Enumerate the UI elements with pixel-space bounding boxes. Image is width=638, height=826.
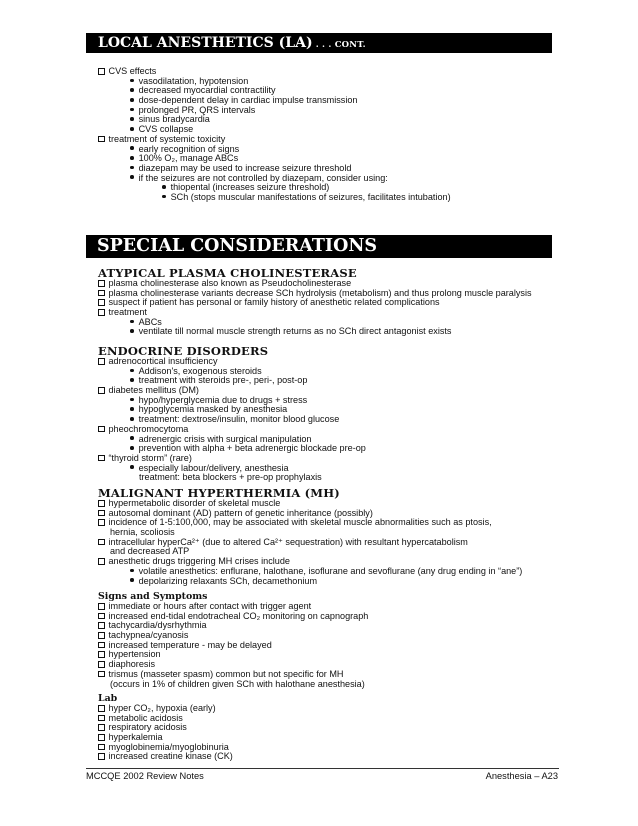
signs-list — [98, 602, 558, 689]
signs-symptoms-section — [98, 592, 558, 689]
bullet-item-continuation — [98, 473, 558, 483]
checkbox-icon — [98, 603, 105, 610]
checkbox-icon — [98, 500, 105, 507]
item-text: diazepam may be used to increase seizure threshold — [138, 162, 352, 173]
checkbox-icon — [98, 68, 105, 75]
bullet-icon — [162, 195, 166, 199]
item-text: hypoglycemia masked by anesthesia — [138, 404, 288, 415]
checkbox-icon — [98, 724, 105, 731]
lab-section — [98, 694, 558, 762]
item-text: treatment: beta blockers + pre-op prophylaxis — [139, 472, 322, 483]
bullet-icon — [130, 127, 134, 131]
item-text: 100% O₂, manage ABCs — [138, 153, 239, 164]
checkbox-icon — [98, 358, 105, 365]
item-text: tachypnea/cyanosis — [108, 630, 189, 641]
checkbox-item — [98, 723, 558, 733]
bullet-icon — [130, 117, 134, 121]
footer-left: MCCQE 2002 Review Notes — [86, 771, 204, 781]
item-text: vasodilatation, hypotension — [138, 75, 249, 86]
item-text: trismus (masseter spasm) common but not specific for MH — [108, 668, 344, 679]
bullet-icon — [130, 166, 134, 170]
item-text: CVS effects — [108, 66, 157, 76]
plasma-cholinesterase-section — [98, 267, 558, 337]
malignant-hyperthermia-section — [98, 487, 558, 586]
checkbox-icon — [98, 387, 105, 394]
bullet-icon — [130, 436, 134, 440]
checkbox-icon — [98, 539, 105, 546]
minor-heading: Signs and Symptoms — [98, 591, 208, 602]
item-text: prolonged PR, QRS intervals — [138, 104, 256, 115]
bullet-icon — [162, 185, 166, 189]
checkbox-icon — [98, 632, 105, 639]
item-text: Addison's, exogenous steroids — [138, 365, 262, 376]
bullet-icon — [130, 329, 134, 333]
item-text: hyperkalemia — [108, 732, 163, 743]
checkbox-icon — [98, 558, 105, 565]
item-text: immediate or hours after contact with trigger agent — [108, 601, 312, 611]
bullet-icon — [130, 407, 134, 411]
bullet-icon — [130, 446, 134, 450]
item-text: suspect if patient has personal or family history of anesthetic related complications — [108, 297, 440, 308]
item-text: treatment with steroids pre-, peri-, post-op — [138, 375, 308, 386]
item-text: increased end-tidal endotracheal CO₂ monitoring on capnograph — [108, 610, 369, 621]
item-text: pheochromocytoma — [108, 423, 189, 434]
item-text: hernia, scoliosis — [110, 527, 175, 538]
item-text: treatment of systemic toxicity — [108, 133, 226, 144]
checkbox-icon — [98, 136, 105, 143]
item-text: adrenocortical insufficiency — [108, 356, 218, 366]
checkbox-icon — [98, 734, 105, 741]
bullet-icon — [130, 320, 134, 324]
bullet-icon — [130, 156, 134, 160]
bullet-icon — [130, 398, 134, 402]
section-header-local-anesthetics — [86, 33, 552, 53]
item-text: tachycardia/dysrhythmia — [108, 620, 207, 631]
checkbox-icon — [98, 622, 105, 629]
checkbox-item-continuation — [98, 680, 558, 690]
item-text: intracellular hyperCa²⁺ (due to altered Ca²⁺ sequestration) with resultant hypercatabolism — [108, 536, 468, 547]
checkbox-icon — [98, 671, 105, 678]
item-text: hypermetabolic disorder of skeletal muscle — [108, 498, 281, 508]
item-text: plasma cholinesterase variants decrease SCh hydrolysis (metabolism) and thus prolong muscle paralysis — [108, 287, 532, 298]
item-text: hypertension — [108, 649, 161, 660]
section-header-special-considerations — [86, 235, 552, 258]
bullet-icon — [130, 569, 134, 573]
item-text: anesthetic drugs triggering MH crises include — [108, 556, 290, 567]
checkbox-icon — [98, 426, 105, 433]
item-text: dose-dependent delay in cardiac impulse transmission — [138, 95, 358, 106]
checkbox-icon — [98, 299, 105, 306]
item-text: (occurs in 1% of children given SCh with halothane anesthesia) — [110, 678, 365, 689]
item-text: prevention with alpha + beta adrenergic blockade pre-op — [138, 443, 366, 454]
bullet-icon — [130, 146, 134, 150]
checkbox-icon — [98, 519, 105, 526]
item-text: treatment — [108, 307, 147, 318]
item-text: treatment: dextrose/insulin, monitor blood glucose — [138, 414, 340, 425]
item-text: sinus bradycardia — [138, 114, 210, 125]
item-text: autosomal dominant (AD) pattern of genetic inheritance (possibly) — [108, 507, 373, 518]
checkbox-icon — [98, 613, 105, 620]
item-text: “thyroid storm” (rare) — [108, 452, 192, 463]
continued-marker: . . . CONT. — [312, 40, 366, 50]
subsection-heading: ATYPICAL PLASMA CHOLINESTERASE — [98, 266, 357, 280]
bullet-icon — [130, 108, 134, 112]
bullet-icon — [130, 175, 134, 179]
item-text: and decreased ATP — [110, 546, 190, 557]
bullet-item — [98, 577, 558, 587]
checkbox-icon — [98, 661, 105, 668]
checkbox-icon — [98, 642, 105, 649]
item-text: adrenergic crisis with surgical manipulation — [138, 433, 312, 444]
item-text: increased creatine kinase (CK) — [108, 751, 233, 762]
item-text: if the seizures are not controlled by diazepam, consider using: — [138, 172, 388, 183]
endocrine-section — [98, 345, 558, 483]
minor-heading: Lab — [98, 693, 118, 704]
bullet-icon — [130, 369, 134, 373]
checkbox-icon — [98, 290, 105, 297]
checkbox-item — [98, 308, 558, 318]
bullet-item — [98, 327, 558, 337]
checkbox-item — [98, 641, 558, 651]
item-text: volatile anesthetics: enflurane, halothane, isoflurane and sevoflurane (any drug ending in “ane”) — [138, 565, 523, 576]
item-text: decreased myocardial contractility — [138, 85, 276, 96]
checkbox-icon — [98, 510, 105, 517]
lab-list — [98, 704, 558, 762]
checkbox-item — [98, 298, 558, 308]
item-text: CVS collapse — [138, 124, 194, 135]
checkbox-icon — [98, 753, 105, 760]
footer-right: Anesthesia – A23 — [485, 771, 558, 781]
sub-bullet-item — [98, 193, 558, 203]
item-text: respiratory acidosis — [108, 722, 187, 733]
item-text: SCh (stops muscular manifestations of seizures, facilitates intubation) — [170, 191, 451, 202]
bullet-icon — [130, 417, 134, 421]
la-list — [98, 67, 558, 203]
item-text: diabetes mellitus (DM) — [108, 385, 199, 396]
subsection-heading: MALIGNANT HYPERTHERMIA (MH) — [98, 486, 340, 500]
mh-list — [98, 499, 558, 586]
bullet-icon — [130, 88, 134, 92]
endocrine-list — [98, 357, 558, 483]
item-text: myoglobinemia/myoglobinuria — [108, 741, 229, 752]
checkbox-icon — [98, 705, 105, 712]
item-text: especially labour/delivery, anesthesia — [138, 462, 289, 473]
item-text: hypo/hyperglycemia due to drugs + stress — [138, 394, 308, 405]
checkbox-item — [98, 650, 558, 660]
bullet-icon — [130, 79, 134, 83]
item-text: plasma cholinesterase also known as Pseudocholinesterase — [108, 278, 352, 288]
bullet-icon — [130, 578, 134, 582]
section-title: SPECIAL CONSIDERATIONS — [97, 236, 377, 256]
item-text: incidence of 1-5:100,000, may be associated with skeletal muscle abnormalities such as ptosis, — [108, 517, 492, 528]
item-text: hyper CO₂, hypoxia (early) — [108, 703, 216, 713]
footer-rule — [86, 768, 559, 769]
checkbox-item — [98, 752, 558, 762]
checkbox-icon — [98, 280, 105, 287]
item-text: thiopental (increases seizure threshold) — [170, 182, 330, 193]
item-text: increased temperature - may be delayed — [108, 639, 272, 650]
checkbox-icon — [98, 455, 105, 462]
checkbox-icon — [98, 651, 105, 658]
checkbox-icon — [98, 309, 105, 316]
bullet-icon — [130, 465, 134, 469]
item-text: diaphoresis — [108, 659, 156, 670]
item-text: early recognition of signs — [138, 143, 240, 154]
checkbox-icon — [98, 715, 105, 722]
item-text: metabolic acidosis — [108, 712, 183, 723]
section-title: LOCAL ANESTHETICS (LA) — [98, 35, 313, 51]
item-text: ventilate till normal muscle strength returns as no SCh direct antagonist exists — [138, 326, 452, 337]
checkbox-icon — [98, 744, 105, 751]
bullet-icon — [130, 98, 134, 102]
bullet-icon — [130, 378, 134, 382]
item-text: ABCs — [138, 316, 162, 327]
subsection-heading: ENDOCRINE DISORDERS — [98, 344, 269, 358]
plasma-list — [98, 279, 558, 337]
item-text: depolarizing relaxants SCh, decamethonium — [138, 575, 318, 586]
